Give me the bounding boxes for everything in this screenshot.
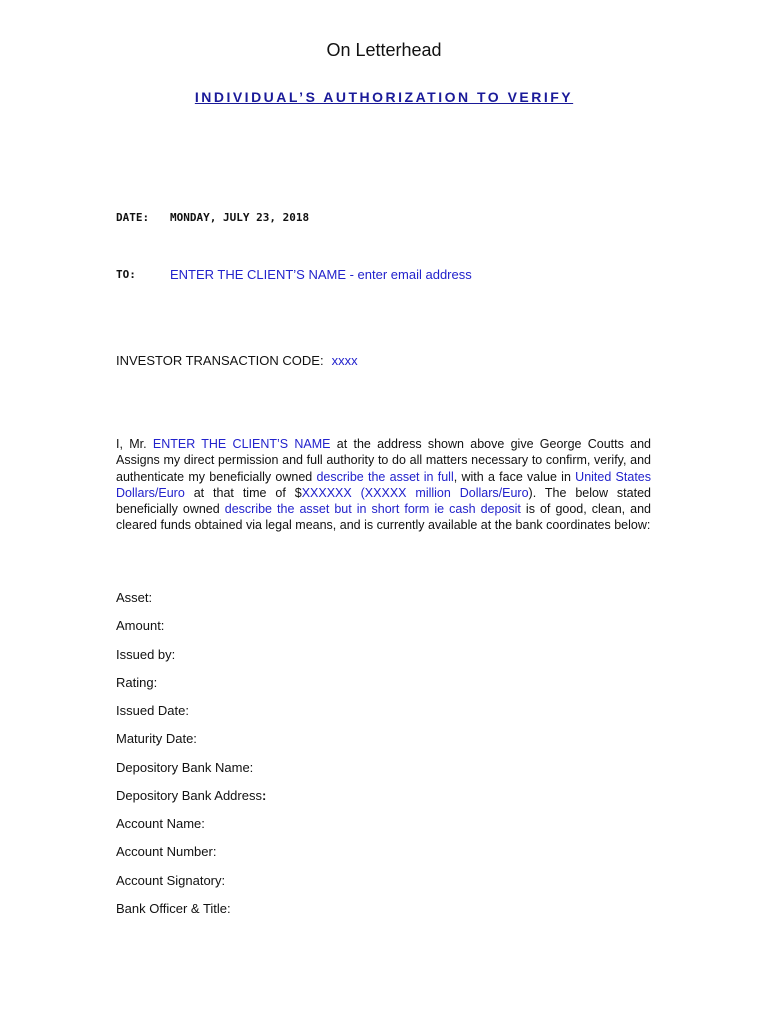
field-bank-officer: Bank Officer & Title: xyxy=(116,901,231,916)
field-rating: Rating: xyxy=(116,675,158,690)
paragraph-text: at that time of $ xyxy=(184,485,302,500)
paragraph-text: I, Mr. xyxy=(116,437,153,451)
field-maturity-date: Maturity Date: xyxy=(116,731,197,746)
paragraph-text: is of good, clean, and cleared funds obtained via legal means, and is currently available at the bank coordinates below: xyxy=(116,502,652,533)
field-bank-name: Depository Bank Name: xyxy=(116,760,254,775)
letterhead-heading: On Letterhead xyxy=(326,40,442,60)
field-asset: Asset: xyxy=(116,590,153,605)
paragraph-text: , with a face value in xyxy=(453,469,576,484)
field-bank-address xyxy=(116,788,266,803)
to-value: ENTER THE CLIENT’S NAME - enter email address xyxy=(170,267,472,282)
currency-placeholder: United States Dollars/Euro xyxy=(116,469,651,500)
field-account-number: Account Number: xyxy=(116,844,217,859)
field-bank-address-label: Depository Bank Address xyxy=(116,788,262,803)
date-label: DATE: xyxy=(116,211,150,224)
field-account-name: Account Name: xyxy=(116,816,205,831)
asset-description-placeholder: describe the asset in full xyxy=(316,469,454,484)
authorization-paragraph xyxy=(116,436,651,534)
paragraph-text: at the address shown above give George Coutts and Assigns my direct permission and full authority to do all matters necessary to confirm, verify, and authenticate my beneficially owned xyxy=(116,437,652,484)
transaction-code-row xyxy=(116,353,358,368)
document-title: INDIVIDUAL’S AUTHORIZATION TO VERIFY xyxy=(194,89,574,105)
field-amount: Amount: xyxy=(116,618,165,633)
transaction-code-value: xxxx xyxy=(331,353,358,368)
date-value: MONDAY, JULY 23, 2018 xyxy=(170,211,310,224)
client-name-placeholder: ENTER THE CLIENT’S NAME xyxy=(152,437,331,451)
field-issued-date: Issued Date: xyxy=(116,703,189,718)
amount-placeholder: XXXXXX (XXXXX million Dollars/Euro xyxy=(301,485,529,500)
field-bank-address-colon: : xyxy=(261,788,267,803)
field-account-signatory: Account Signatory: xyxy=(116,873,226,888)
short-asset-placeholder: describe the asset but in short form ie cash deposit xyxy=(224,502,521,517)
paragraph-text: ). The below stated beneficially owned xyxy=(116,485,651,517)
field-issued-by: Issued by: xyxy=(116,647,176,662)
transaction-code-label: INVESTOR TRANSACTION CODE: xyxy=(116,353,324,368)
to-label: TO: xyxy=(116,268,136,281)
